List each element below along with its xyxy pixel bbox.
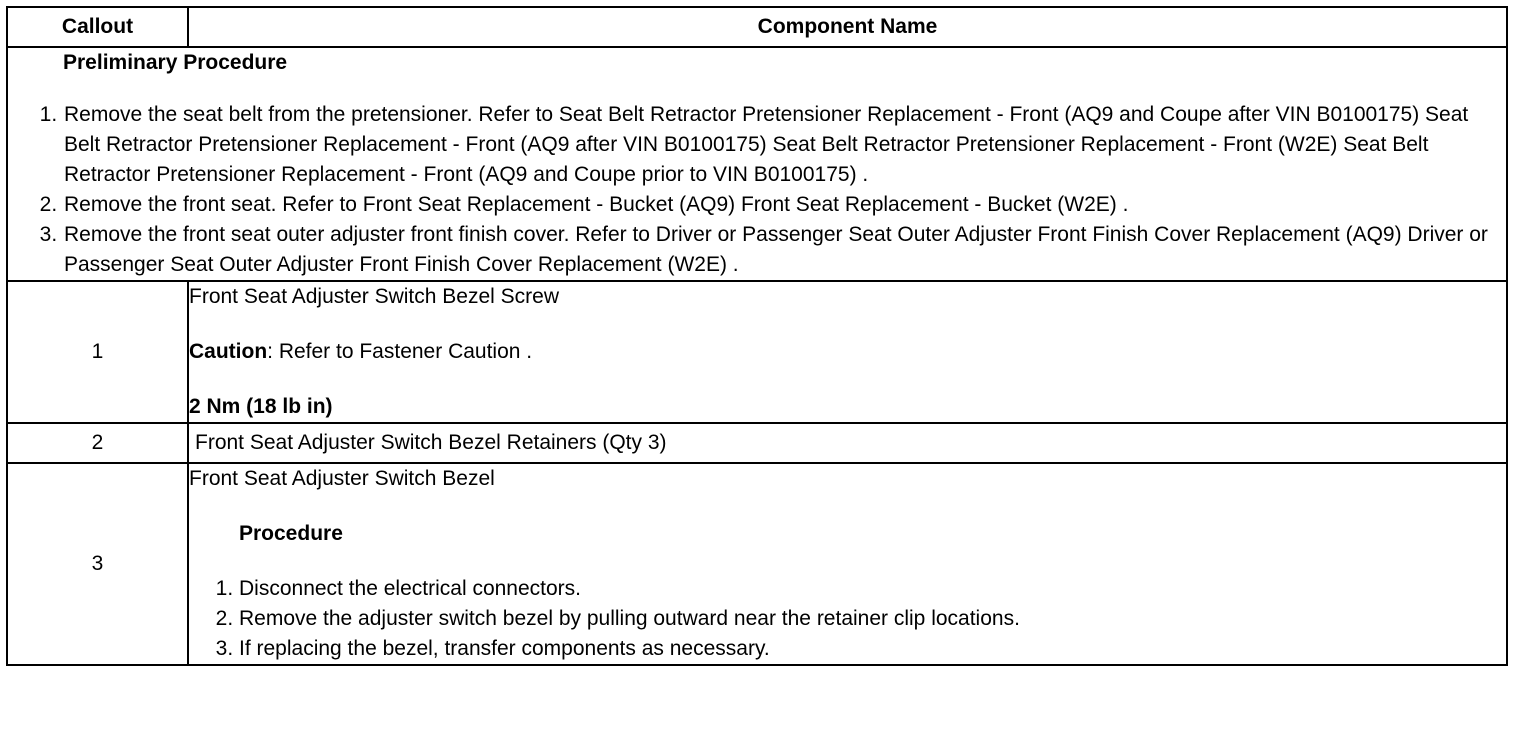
procedure-step: 1. Disconnect the electrical connectors. [239,574,1506,604]
caution-label: Caution [189,340,268,363]
callout-header: Callout [7,7,188,47]
component-table [6,6,1508,666]
preliminary-steps [8,100,1506,280]
component-name: Front Seat Adjuster Switch Bezel [189,467,495,490]
component-cell [188,463,1507,665]
callout-number: 2 [7,423,188,463]
component-name: Front Seat Adjuster Switch Bezel Screw [189,285,559,308]
procedure-steps [189,574,1506,664]
procedure-step: 3. If replacing the bezel, transfer components as necessary. [239,634,1506,664]
callout-number: 3 [7,463,188,665]
component-cell [188,281,1507,423]
procedure-title: Procedure [239,522,343,545]
preliminary-step: 3. Remove the front seat outer adjuster front finish cover. Refer to Driver or Passenger Seat Outer Adjuster Front Finish Cover Replacement (AQ9) Driver or Passenger Seat Outer Adjuster Front Finish Cover Replacement (W2E) . [63,220,1506,280]
torque-spec: 2 Nm (18 lb in) [189,395,333,418]
preliminary-title: Preliminary Procedure [63,51,288,74]
caution-line [189,337,1506,367]
preliminary-step: 1. Remove the seat belt from the pretensioner. Refer to Seat Belt Retractor Pretensioner Replacement - Front (AQ9 and Coupe after VIN B0100175) Seat Belt Retractor Pretensioner Replacement - Front (AQ9 after VIN B0100175) Seat Belt Retractor Pretensioner Replacement - Front (W2E) Seat Belt Retractor Pretensioner Replacement - Front (AQ9 and Coupe prior to VIN B0100175) . [63,100,1506,190]
component-name: Front Seat Adjuster Switch Bezel Retainers (Qty 3) [195,431,667,454]
caution-text: : Refer to Fastener Caution . [267,340,533,363]
procedure-step: 2. Remove the adjuster switch bezel by pulling outward near the retainer clip locations. [239,604,1506,634]
table-row [7,463,1507,665]
table-row [7,423,1507,463]
preliminary-step: 2. Remove the front seat. Refer to Front Seat Replacement - Bucket (AQ9) Front Seat Replacement - Bucket (W2E) . [63,190,1506,220]
preliminary-row [7,47,1507,281]
table-row [7,281,1507,423]
preliminary-cell [7,47,1507,281]
component-cell [188,423,1507,463]
header-row [7,7,1507,47]
component-name-header: Component Name [188,7,1507,47]
callout-number: 1 [7,281,188,423]
